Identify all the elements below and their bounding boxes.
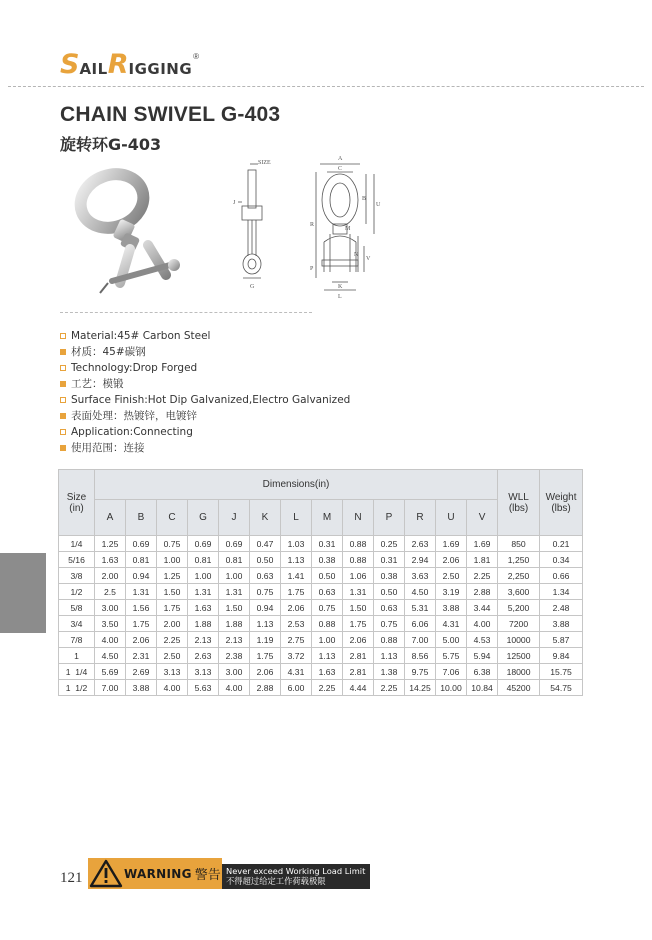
label-r: R [310,222,315,228]
table-cell: 1.25 [157,568,188,584]
table-cell: 3.72 [281,648,312,664]
table-cell: 2.00 [157,616,188,632]
table-cell: 0.88 [374,632,405,648]
size-cell: 1 1/2 [59,680,95,696]
table-cell: 1.56 [126,600,157,616]
size-cell: 1/4 [59,536,95,552]
page-number: 121 [60,870,83,886]
table-cell: 1.81 [467,552,498,568]
label-l: L [338,294,342,300]
table-cell: 10000 [498,632,540,648]
table-cell: 3.19 [436,584,467,600]
table-cell: 7.00 [95,680,126,696]
table-cell: 1.25 [95,536,126,552]
table-cell: 0.81 [126,552,157,568]
table-cell: 0.75 [157,536,188,552]
table-cell: 1.75 [281,584,312,600]
table-cell: 4.00 [157,680,188,696]
table-cell: 4.50 [95,648,126,664]
bullet-icon [60,365,66,371]
section-divider [60,312,312,313]
table-cell: 3,600 [498,584,540,600]
table-cell: 5,200 [498,600,540,616]
table-cell: 1.13 [250,616,281,632]
table-cell: 5.94 [467,648,498,664]
table-cell: 1.19 [250,632,281,648]
table-cell: 15.75 [540,664,583,680]
table-cell: 3.63 [405,568,436,584]
table-cell: 0.63 [374,600,405,616]
table-cell: 1.38 [374,664,405,680]
table-cell: 4.00 [467,616,498,632]
table-cell: 0.38 [374,568,405,584]
table-cell: 2.06 [126,632,157,648]
spec-item: 使用范围：连接 [60,440,350,456]
table-cell: 2.53 [281,616,312,632]
table-cell: 0.81 [219,552,250,568]
table-cell: 2.25 [374,680,405,696]
brand-logo [60,49,200,80]
spec-item: Technology:Drop Forged [60,360,350,376]
table-cell: 3.88 [126,680,157,696]
size-cell: 5/16 [59,552,95,568]
table-cell: 3.13 [157,664,188,680]
size-cell: 3/8 [59,568,95,584]
label-g: G [250,284,255,290]
table-cell: 0.94 [126,568,157,584]
warning-banner [88,858,222,889]
table-row [59,616,583,632]
table-cell: 2.88 [467,584,498,600]
table-cell: 3.88 [436,600,467,616]
table-cell: 2.13 [219,632,250,648]
dimensions-table [58,469,583,696]
table-cell: 1.63 [312,664,343,680]
table-row [59,664,583,680]
table-cell: 2.63 [405,536,436,552]
table-cell: 850 [498,536,540,552]
table-cell: 5.31 [405,600,436,616]
table-cell: 1.13 [312,648,343,664]
bullet-icon [60,445,66,451]
column-header-g: G [188,500,219,536]
table-cell: 1.34 [540,584,583,600]
label-v: V [366,256,371,262]
label-j: J [233,200,236,206]
table-cell: 1,250 [498,552,540,568]
table-cell: 0.50 [250,552,281,568]
table-cell: 14.25 [405,680,436,696]
table-cell: 1.50 [343,600,374,616]
table-cell: 3.88 [540,616,583,632]
column-header-b: B [126,500,157,536]
label-p: P [310,266,314,272]
table-cell: 1.88 [188,616,219,632]
size-cell: 1 1/4 [59,664,95,680]
table-cell: 2.75 [281,632,312,648]
page-title: CHAIN SWIVEL G-403 [60,103,281,126]
table-row [59,568,583,584]
table-cell: 2.81 [343,664,374,680]
brand-letter-r: R [107,49,129,80]
table-cell: 0.69 [219,536,250,552]
table-cell: 0.69 [188,536,219,552]
table-cell: 1.88 [219,616,250,632]
warning-label: WARNING [124,866,192,881]
table-cell: 0.63 [312,584,343,600]
brand-word-igging: IGGING [128,60,193,78]
table-cell: 1.69 [467,536,498,552]
header-divider [8,86,644,87]
spec-item: Application:Connecting [60,424,350,440]
table-cell: 0.88 [312,616,343,632]
spec-item: 工艺：模锻 [60,376,350,392]
brand-letter-s: S [60,49,80,80]
table-row [59,584,583,600]
table-cell: 0.34 [540,552,583,568]
table-cell: 2.50 [436,568,467,584]
table-cell: 2.81 [343,648,374,664]
table-cell: 0.88 [343,536,374,552]
column-header-n: N [343,500,374,536]
spec-item: 材质：45#碳钢 [60,344,350,360]
table-cell: 5.75 [436,648,467,664]
table-row [59,632,583,648]
table-cell: 1.03 [281,536,312,552]
spec-item: Material:45# Carbon Steel [60,328,350,344]
bullet-icon [60,397,66,403]
column-header-j: J [219,500,250,536]
table-cell: 2.06 [281,600,312,616]
table-cell: 45200 [498,680,540,696]
size-cell: 1 [59,648,95,664]
table-cell: 4.00 [219,680,250,696]
table-cell: 0.75 [312,600,343,616]
table-cell: 2.31 [126,648,157,664]
table-cell: 3.00 [219,664,250,680]
table-cell: 1.75 [126,616,157,632]
table-cell: 0.25 [374,536,405,552]
table-cell: 4.00 [95,632,126,648]
table-cell: 1.06 [343,568,374,584]
table-cell: 1.00 [312,632,343,648]
header-dimensions: Dimensions(in) [95,470,498,500]
column-header-u: U [436,500,467,536]
table-cell: 0.81 [188,552,219,568]
table-cell: 3.13 [188,664,219,680]
table-cell: 2.13 [188,632,219,648]
table-cell: 2,250 [498,568,540,584]
table-cell: 2.06 [343,632,374,648]
table-cell: 5.87 [540,632,583,648]
table-cell: 2.50 [157,648,188,664]
bullet-icon [60,413,66,419]
table-cell: 0.50 [312,568,343,584]
table-cell: 0.94 [250,600,281,616]
table-cell: 7200 [498,616,540,632]
table-cell: 3.00 [95,600,126,616]
table-cell: 7.06 [436,664,467,680]
table-cell: 1.00 [188,568,219,584]
column-header-r: R [405,500,436,536]
size-cell: 5/8 [59,600,95,616]
table-cell: 1.31 [343,584,374,600]
bullet-icon [60,333,66,339]
table-cell: 1.75 [250,648,281,664]
spec-item: 表面处理：热镀锌，电镀锌 [60,408,350,424]
table-cell: 1.50 [219,600,250,616]
registered-mark: ® [193,52,200,61]
column-header-l: L [281,500,312,536]
column-header-m: M [312,500,343,536]
table-cell: 0.63 [250,568,281,584]
table-cell: 10.00 [436,680,467,696]
table-row [59,536,583,552]
label-size: SIZE [258,160,271,166]
spec-list [60,328,350,456]
brand-word-ail: AIL [79,60,108,78]
table-cell: 5.00 [436,632,467,648]
table-cell: 2.00 [95,568,126,584]
table-cell: 9.75 [405,664,436,680]
table-cell: 7.00 [405,632,436,648]
table-cell: 0.75 [250,584,281,600]
table-cell: 4.31 [436,616,467,632]
label-a: A [338,156,343,162]
warning-message [222,864,370,889]
size-cell: 7/8 [59,632,95,648]
label-u: U [376,202,381,208]
table-cell: 0.75 [374,616,405,632]
table-cell: 18000 [498,664,540,680]
table-cell: 0.31 [374,552,405,568]
size-cell: 1/2 [59,584,95,600]
page-title-chinese: 旋转环G-403 [60,135,162,154]
label-b: B [362,196,367,202]
table-cell: 2.25 [467,568,498,584]
table-cell: 1.75 [157,600,188,616]
table-cell: 0.50 [374,584,405,600]
warning-message-cn: 不得超过给定工作荷载极限 [226,876,326,886]
warning-message-en: Never exceed Working Load Limit [226,866,366,876]
table-cell: 12500 [498,648,540,664]
table-cell: 1.69 [436,536,467,552]
column-header-p: P [374,500,405,536]
column-header-a: A [95,500,126,536]
label-m: M [345,226,351,232]
label-n: N [354,252,359,258]
bullet-icon [60,429,66,435]
header-size: Size (in) [59,470,95,536]
table-cell: 0.38 [312,552,343,568]
table-cell: 1.63 [188,600,219,616]
table-cell: 0.47 [250,536,281,552]
table-cell: 1.75 [343,616,374,632]
table-cell: 2.06 [436,552,467,568]
table-cell: 2.25 [157,632,188,648]
table-cell: 0.21 [540,536,583,552]
table-cell: 3.44 [467,600,498,616]
table-cell: 0.31 [312,536,343,552]
table-cell: 0.69 [126,536,157,552]
table-cell: 1.00 [219,568,250,584]
label-k: K [338,284,343,290]
table-cell: 6.06 [405,616,436,632]
table-cell: 1.31 [126,584,157,600]
table-cell: 0.66 [540,568,583,584]
table-cell: 2.38 [219,648,250,664]
product-photo [70,165,190,305]
table-cell: 2.48 [540,600,583,616]
label-c: C [338,166,343,172]
spec-item: Surface Finish:Hot Dip Galvanized,Electro Galvanized [60,392,350,408]
table-cell: 1.00 [157,552,188,568]
table-cell: 1.31 [219,584,250,600]
table-cell: 8.56 [405,648,436,664]
technical-drawing [228,150,408,300]
table-cell: 0.88 [343,552,374,568]
warning-triangle-icon [88,858,124,889]
table-cell: 2.88 [250,680,281,696]
table-cell: 2.94 [405,552,436,568]
table-cell: 5.63 [188,680,219,696]
table-cell: 4.53 [467,632,498,648]
table-cell: 2.63 [188,648,219,664]
table-cell: 4.31 [281,664,312,680]
size-cell: 3/4 [59,616,95,632]
table-cell: 1.50 [157,584,188,600]
bullet-icon [60,381,66,387]
table-cell: 2.06 [250,664,281,680]
warning-label-chinese: 警告 [194,868,221,883]
table-cell: 3.50 [95,616,126,632]
table-cell: 54.75 [540,680,583,696]
table-cell: 1.41 [281,568,312,584]
table-cell: 10.84 [467,680,498,696]
table-cell: 1.31 [188,584,219,600]
bullet-icon [60,349,66,355]
column-header-v: V [467,500,498,536]
table-body [59,536,583,696]
table-cell: 9.84 [540,648,583,664]
table-cell: 1.13 [281,552,312,568]
header-wll: WLL (lbs) [498,470,540,536]
table-row [59,648,583,664]
table-cell: 2.25 [312,680,343,696]
table-row [59,600,583,616]
table-cell: 1.13 [374,648,405,664]
table-cell: 1.63 [95,552,126,568]
column-header-c: C [157,500,188,536]
column-header-k: K [250,500,281,536]
header-weight: Weight (lbs) [540,470,583,536]
table-cell: 2.5 [95,584,126,600]
table-row [59,680,583,696]
table-cell: 6.38 [467,664,498,680]
table-row [59,552,583,568]
table-cell: 5.69 [95,664,126,680]
table-cell: 4.50 [405,584,436,600]
table-cell: 2.69 [126,664,157,680]
side-tab [0,553,46,633]
table-cell: 4.44 [343,680,374,696]
table-cell: 6.00 [281,680,312,696]
